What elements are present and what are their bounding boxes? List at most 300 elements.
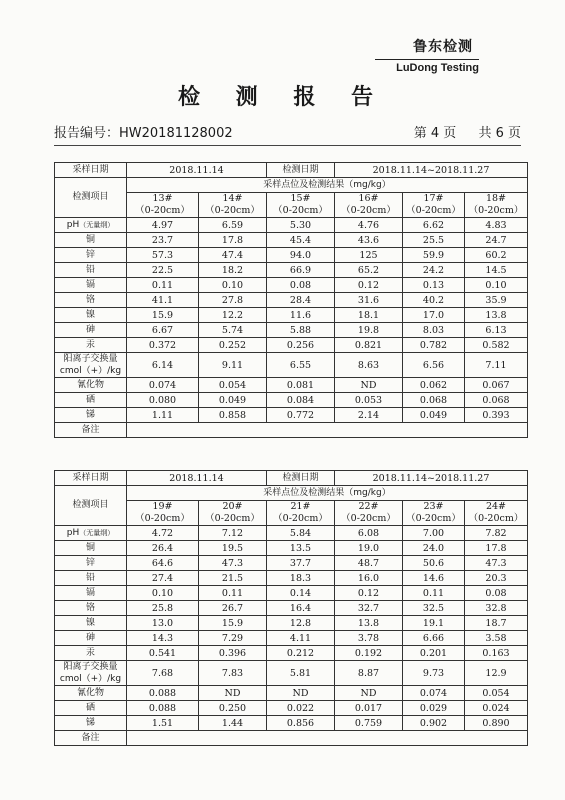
- value-cell: 25.5: [403, 233, 465, 248]
- point-depth: （0-20cm）: [468, 205, 524, 216]
- value-cell: 47.4: [199, 248, 267, 263]
- point-id: 21#: [290, 501, 311, 512]
- value-cell: 0.890: [465, 716, 528, 731]
- value-cell: 9.73: [403, 661, 465, 686]
- group-header: 采样点位及检测结果（mg/kg）: [127, 178, 528, 193]
- point-depth: （0-20cm）: [406, 205, 461, 216]
- value-cell: 64.6: [127, 556, 199, 571]
- value-cell: 0.858: [199, 408, 267, 423]
- value-cell: 19.5: [199, 541, 267, 556]
- value-cell: 32.5: [403, 601, 465, 616]
- value-cell: 22.5: [127, 263, 199, 278]
- point-depth: （0-20cm）: [205, 205, 260, 216]
- value-cell: 17.0: [403, 308, 465, 323]
- sample-date-label: 采样日期: [55, 471, 127, 486]
- item-name: 镍: [85, 617, 95, 628]
- table-row: [55, 338, 528, 353]
- value-cell: 6.56: [403, 353, 465, 378]
- point-depth: （0-20cm）: [341, 513, 396, 524]
- row-item: [55, 571, 127, 586]
- table-row: [55, 378, 528, 393]
- value-cell: 12.8: [267, 616, 335, 631]
- point-id: 13#: [152, 193, 173, 204]
- value-cell: 17.8: [199, 233, 267, 248]
- value-cell: 8.63: [335, 353, 403, 378]
- value-cell: 48.7: [335, 556, 403, 571]
- value-cell: 0.017: [335, 701, 403, 716]
- value-cell: 6.55: [267, 353, 335, 378]
- value-cell: 7.00: [403, 526, 465, 541]
- value-cell: 0.393: [465, 408, 528, 423]
- value-cell: 0.049: [199, 393, 267, 408]
- value-cell: 0.252: [199, 338, 267, 353]
- row-item: [55, 686, 127, 701]
- value-cell: 0.08: [465, 586, 528, 601]
- value-cell: 0.024: [465, 701, 528, 716]
- brand-name-cn: 鲁东检测: [413, 39, 473, 55]
- value-cell: 4.97: [127, 218, 199, 233]
- table-row: [55, 408, 528, 423]
- point-id: 16#: [358, 193, 379, 204]
- item-name: 铬: [85, 602, 95, 613]
- value-cell: 0.163: [465, 646, 528, 661]
- row-item: [55, 248, 127, 263]
- test-date-label: 检测日期: [267, 163, 335, 178]
- value-cell: 6.59: [199, 218, 267, 233]
- point-id: 15#: [290, 193, 311, 204]
- result-table-1: [54, 162, 528, 438]
- row-item: [55, 233, 127, 248]
- value-cell: 1.44: [199, 716, 267, 731]
- point-header: [335, 193, 403, 218]
- row-item: [55, 353, 127, 378]
- remark-label: 备注: [55, 423, 127, 438]
- table-row: [55, 556, 528, 571]
- value-cell: 37.7: [267, 556, 335, 571]
- value-cell: 0.068: [465, 393, 528, 408]
- sample-date-value: 2018.11.14: [127, 163, 267, 178]
- value-cell: 0.062: [403, 378, 465, 393]
- value-cell: 0.256: [267, 338, 335, 353]
- value-cell: 0.022: [267, 701, 335, 716]
- row-item: [55, 393, 127, 408]
- value-cell: 0.372: [127, 338, 199, 353]
- item-unit-note: （无量纲）: [79, 528, 115, 537]
- item-name: 硒: [85, 702, 95, 713]
- sample-date-value: 2018.11.14: [127, 471, 267, 486]
- row-item: [55, 661, 127, 686]
- row-item: [55, 616, 127, 631]
- remark-value: [127, 731, 528, 746]
- value-cell: 31.6: [335, 293, 403, 308]
- table-row: [55, 701, 528, 716]
- value-cell: 47.3: [465, 556, 528, 571]
- value-cell: 32.8: [465, 601, 528, 616]
- value-cell: 21.5: [199, 571, 267, 586]
- value-cell: 0.192: [335, 646, 403, 661]
- item-header: 检测项目: [55, 178, 127, 218]
- test-date-value: 2018.11.14~2018.11.27: [335, 471, 528, 486]
- value-cell: 0.856: [267, 716, 335, 731]
- item-name: 锌: [85, 249, 95, 260]
- value-cell: 32.7: [335, 601, 403, 616]
- value-cell: 0.201: [403, 646, 465, 661]
- point-id: 20#: [222, 501, 243, 512]
- row-item: [55, 586, 127, 601]
- value-cell: 8.87: [335, 661, 403, 686]
- item-name: 铬: [85, 294, 95, 305]
- item-name: 镉: [85, 279, 95, 290]
- page-info: [396, 122, 521, 141]
- brand-block: [375, 36, 479, 74]
- value-cell: 5.84: [267, 526, 335, 541]
- report-title: 检 测 报 告: [178, 84, 387, 110]
- test-date-value: 2018.11.14~2018.11.27: [335, 163, 528, 178]
- remark-label: 备注: [55, 731, 127, 746]
- value-cell: 5.74: [199, 323, 267, 338]
- value-cell: 1.51: [127, 716, 199, 731]
- value-cell: 14.3: [127, 631, 199, 646]
- value-cell: 15.9: [199, 616, 267, 631]
- point-id: 23#: [423, 501, 444, 512]
- value-cell: 0.12: [335, 278, 403, 293]
- row-item: [55, 293, 127, 308]
- value-cell: 0.074: [127, 378, 199, 393]
- value-cell: 0.084: [267, 393, 335, 408]
- value-cell: 40.2: [403, 293, 465, 308]
- table-row: [55, 661, 528, 686]
- item-name: 铜: [85, 542, 95, 553]
- point-depth: （0-20cm）: [273, 205, 328, 216]
- item-name: 镍: [85, 309, 95, 320]
- value-cell: 0.212: [267, 646, 335, 661]
- value-cell: 45.4: [267, 233, 335, 248]
- value-cell: 6.62: [403, 218, 465, 233]
- point-header: [199, 501, 267, 526]
- value-cell: 9.11: [199, 353, 267, 378]
- row-item: [55, 601, 127, 616]
- value-cell: 27.4: [127, 571, 199, 586]
- test-date-label: 检测日期: [267, 471, 335, 486]
- item-name: 硒: [85, 394, 95, 405]
- row-item: [55, 218, 127, 233]
- value-cell: 0.08: [267, 278, 335, 293]
- value-cell: 3.58: [465, 631, 528, 646]
- value-cell: 0.10: [465, 278, 528, 293]
- date-row: [55, 163, 528, 178]
- item-name: 阳离子交换量: [63, 662, 118, 672]
- point-id: 22#: [358, 501, 379, 512]
- value-cell: ND: [199, 686, 267, 701]
- page-number: 第 4 页: [413, 126, 457, 141]
- row-item: [55, 541, 127, 556]
- value-cell: 7.83: [199, 661, 267, 686]
- report-number: 报告编号：HW20181128002: [54, 126, 233, 141]
- value-cell: 0.11: [199, 586, 267, 601]
- value-cell: 4.76: [335, 218, 403, 233]
- value-cell: 0.759: [335, 716, 403, 731]
- item-name: 铜: [85, 234, 95, 245]
- value-cell: 41.1: [127, 293, 199, 308]
- value-cell: 4.11: [267, 631, 335, 646]
- point-id: 18#: [485, 193, 507, 204]
- table-row: [55, 323, 528, 338]
- point-depth: （0-20cm）: [341, 205, 396, 216]
- row-item: [55, 701, 127, 716]
- value-cell: 25.8: [127, 601, 199, 616]
- value-cell: 0.14: [267, 586, 335, 601]
- value-cell: 26.7: [199, 601, 267, 616]
- value-cell: 47.3: [199, 556, 267, 571]
- value-cell: 8.03: [403, 323, 465, 338]
- table-row: [55, 541, 528, 556]
- value-cell: 19.8: [335, 323, 403, 338]
- item-name: 铅: [85, 572, 95, 583]
- value-cell: 7.68: [127, 661, 199, 686]
- table-row: [55, 263, 528, 278]
- value-cell: 13.8: [465, 308, 528, 323]
- value-cell: 4.83: [465, 218, 528, 233]
- point-id: 19#: [152, 501, 173, 512]
- value-cell: 14.5: [465, 263, 528, 278]
- value-cell: 0.088: [127, 701, 199, 716]
- value-cell: 3.78: [335, 631, 403, 646]
- point-depth: （0-20cm）: [273, 513, 328, 524]
- point-header: [267, 501, 335, 526]
- point-header: [127, 501, 199, 526]
- value-cell: 0.782: [403, 338, 465, 353]
- table-row: [55, 526, 528, 541]
- value-cell: 50.6: [403, 556, 465, 571]
- point-header: [199, 193, 267, 218]
- value-cell: 5.81: [267, 661, 335, 686]
- value-cell: 6.66: [403, 631, 465, 646]
- value-cell: 17.8: [465, 541, 528, 556]
- table-row: [55, 248, 528, 263]
- row-item: [55, 526, 127, 541]
- value-cell: 24.2: [403, 263, 465, 278]
- point-depth: （0-20cm）: [205, 513, 260, 524]
- value-cell: 0.10: [127, 586, 199, 601]
- value-cell: 0.067: [465, 378, 528, 393]
- table-row: [55, 393, 528, 408]
- value-cell: 6.08: [335, 526, 403, 541]
- value-cell: 35.9: [465, 293, 528, 308]
- result-table-2: [54, 470, 528, 746]
- value-cell: 24.0: [403, 541, 465, 556]
- value-cell: 0.250: [199, 701, 267, 716]
- value-cell: ND: [335, 686, 403, 701]
- item-name: 汞: [85, 647, 95, 658]
- point-depth: （0-20cm）: [135, 205, 190, 216]
- row-item: [55, 308, 127, 323]
- table-row: [55, 686, 528, 701]
- row-item: [55, 631, 127, 646]
- value-cell: 12.2: [199, 308, 267, 323]
- value-cell: 16.0: [335, 571, 403, 586]
- item-name: pH: [66, 527, 80, 538]
- value-cell: 7.82: [465, 526, 528, 541]
- brand-name-en: LuDong Testing: [375, 59, 479, 74]
- group-header-row: [55, 178, 528, 193]
- table-row: [55, 218, 528, 233]
- row-item: [55, 556, 127, 571]
- value-cell: 0.053: [335, 393, 403, 408]
- item-unit-note: cmol（+）/kg: [59, 366, 122, 376]
- value-cell: 43.6: [335, 233, 403, 248]
- value-cell: 0.11: [127, 278, 199, 293]
- value-cell: 0.080: [127, 393, 199, 408]
- value-cell: 18.1: [335, 308, 403, 323]
- value-cell: 0.029: [403, 701, 465, 716]
- value-cell: 19.0: [335, 541, 403, 556]
- value-cell: 0.068: [403, 393, 465, 408]
- point-depth: （0-20cm）: [406, 513, 461, 524]
- header-divider: [54, 145, 521, 146]
- table-row: [55, 308, 528, 323]
- point-header: [127, 193, 199, 218]
- item-name: 氰化物: [76, 379, 104, 390]
- table-row: [55, 293, 528, 308]
- value-cell: 2.14: [335, 408, 403, 423]
- value-cell: 0.12: [335, 586, 403, 601]
- remark-row: [55, 423, 528, 438]
- point-header: [465, 501, 528, 526]
- point-header: [403, 193, 465, 218]
- row-item: [55, 378, 127, 393]
- row-item: [55, 716, 127, 731]
- table-row: [55, 646, 528, 661]
- value-cell: 15.9: [127, 308, 199, 323]
- value-cell: 0.582: [465, 338, 528, 353]
- point-header: [267, 193, 335, 218]
- value-cell: 18.7: [465, 616, 528, 631]
- point-header: [465, 193, 528, 218]
- table-row: [55, 353, 528, 378]
- item-name: 锑: [85, 717, 95, 728]
- table-row: [55, 716, 528, 731]
- item-name: 氰化物: [76, 687, 104, 698]
- value-cell: 0.088: [127, 686, 199, 701]
- item-name: 锑: [85, 409, 95, 420]
- point-id: 17#: [423, 193, 444, 204]
- value-cell: 0.074: [403, 686, 465, 701]
- value-cell: 0.054: [199, 378, 267, 393]
- item-unit-note: （无量纲）: [79, 220, 115, 229]
- value-cell: 6.14: [127, 353, 199, 378]
- value-cell: 59.9: [403, 248, 465, 263]
- point-id: 14#: [222, 193, 243, 204]
- value-cell: 94.0: [267, 248, 335, 263]
- value-cell: 0.821: [335, 338, 403, 353]
- value-cell: 13.0: [127, 616, 199, 631]
- value-cell: 0.10: [199, 278, 267, 293]
- value-cell: 0.11: [403, 586, 465, 601]
- value-cell: 0.396: [199, 646, 267, 661]
- value-cell: 0.049: [403, 408, 465, 423]
- value-cell: 13.8: [335, 616, 403, 631]
- value-cell: 66.9: [267, 263, 335, 278]
- item-name: 锌: [85, 557, 95, 568]
- item-name: 铅: [85, 264, 95, 275]
- item-name: 阳离子交换量: [63, 354, 118, 364]
- sample-date-label: 采样日期: [55, 163, 127, 178]
- value-cell: 0.081: [267, 378, 335, 393]
- point-id: 24#: [485, 501, 507, 512]
- value-cell: 7.11: [465, 353, 528, 378]
- remark-row: [55, 731, 528, 746]
- table-row: [55, 278, 528, 293]
- value-cell: 13.5: [267, 541, 335, 556]
- value-cell: 27.8: [199, 293, 267, 308]
- date-row: [55, 471, 528, 486]
- value-cell: 5.88: [267, 323, 335, 338]
- value-cell: 26.4: [127, 541, 199, 556]
- value-cell: 5.30: [267, 218, 335, 233]
- value-cell: 0.13: [403, 278, 465, 293]
- value-cell: 0.054: [465, 686, 528, 701]
- row-item: [55, 323, 127, 338]
- group-header-row: [55, 486, 528, 501]
- table-row: [55, 616, 528, 631]
- value-cell: 6.67: [127, 323, 199, 338]
- value-cell: 60.2: [465, 248, 528, 263]
- value-cell: 1.11: [127, 408, 199, 423]
- item-unit-note: cmol（+）/kg: [59, 674, 122, 684]
- value-cell: 0.902: [403, 716, 465, 731]
- item-name: 汞: [85, 339, 95, 350]
- value-cell: 0.772: [267, 408, 335, 423]
- table-row: [55, 631, 528, 646]
- value-cell: 28.4: [267, 293, 335, 308]
- table-row: [55, 571, 528, 586]
- value-cell: 16.4: [267, 601, 335, 616]
- value-cell: 7.12: [199, 526, 267, 541]
- value-cell: 12.9: [465, 661, 528, 686]
- row-item: [55, 338, 127, 353]
- value-cell: 18.3: [267, 571, 335, 586]
- row-item: [55, 646, 127, 661]
- point-header: [403, 501, 465, 526]
- remark-value: [127, 423, 528, 438]
- value-cell: 11.6: [267, 308, 335, 323]
- value-cell: ND: [267, 686, 335, 701]
- page-total: 共 6 页: [478, 126, 521, 141]
- table-row: [55, 233, 528, 248]
- item-name: pH: [66, 219, 80, 230]
- value-cell: 19.1: [403, 616, 465, 631]
- table-row: [55, 601, 528, 616]
- value-cell: 4.72: [127, 526, 199, 541]
- point-depth: （0-20cm）: [135, 513, 190, 524]
- value-cell: 23.7: [127, 233, 199, 248]
- value-cell: ND: [335, 378, 403, 393]
- row-item: [55, 278, 127, 293]
- value-cell: 24.7: [465, 233, 528, 248]
- item-name: 砷: [85, 632, 95, 643]
- group-header: 采样点位及检测结果（mg/kg）: [127, 486, 528, 501]
- row-item: [55, 263, 127, 278]
- value-cell: 57.3: [127, 248, 199, 263]
- value-cell: 14.6: [403, 571, 465, 586]
- value-cell: 6.13: [465, 323, 528, 338]
- point-header: [335, 501, 403, 526]
- value-cell: 18.2: [199, 263, 267, 278]
- point-depth: （0-20cm）: [468, 513, 524, 524]
- item-header: 检测项目: [55, 486, 127, 526]
- row-item: [55, 408, 127, 423]
- value-cell: 0.541: [127, 646, 199, 661]
